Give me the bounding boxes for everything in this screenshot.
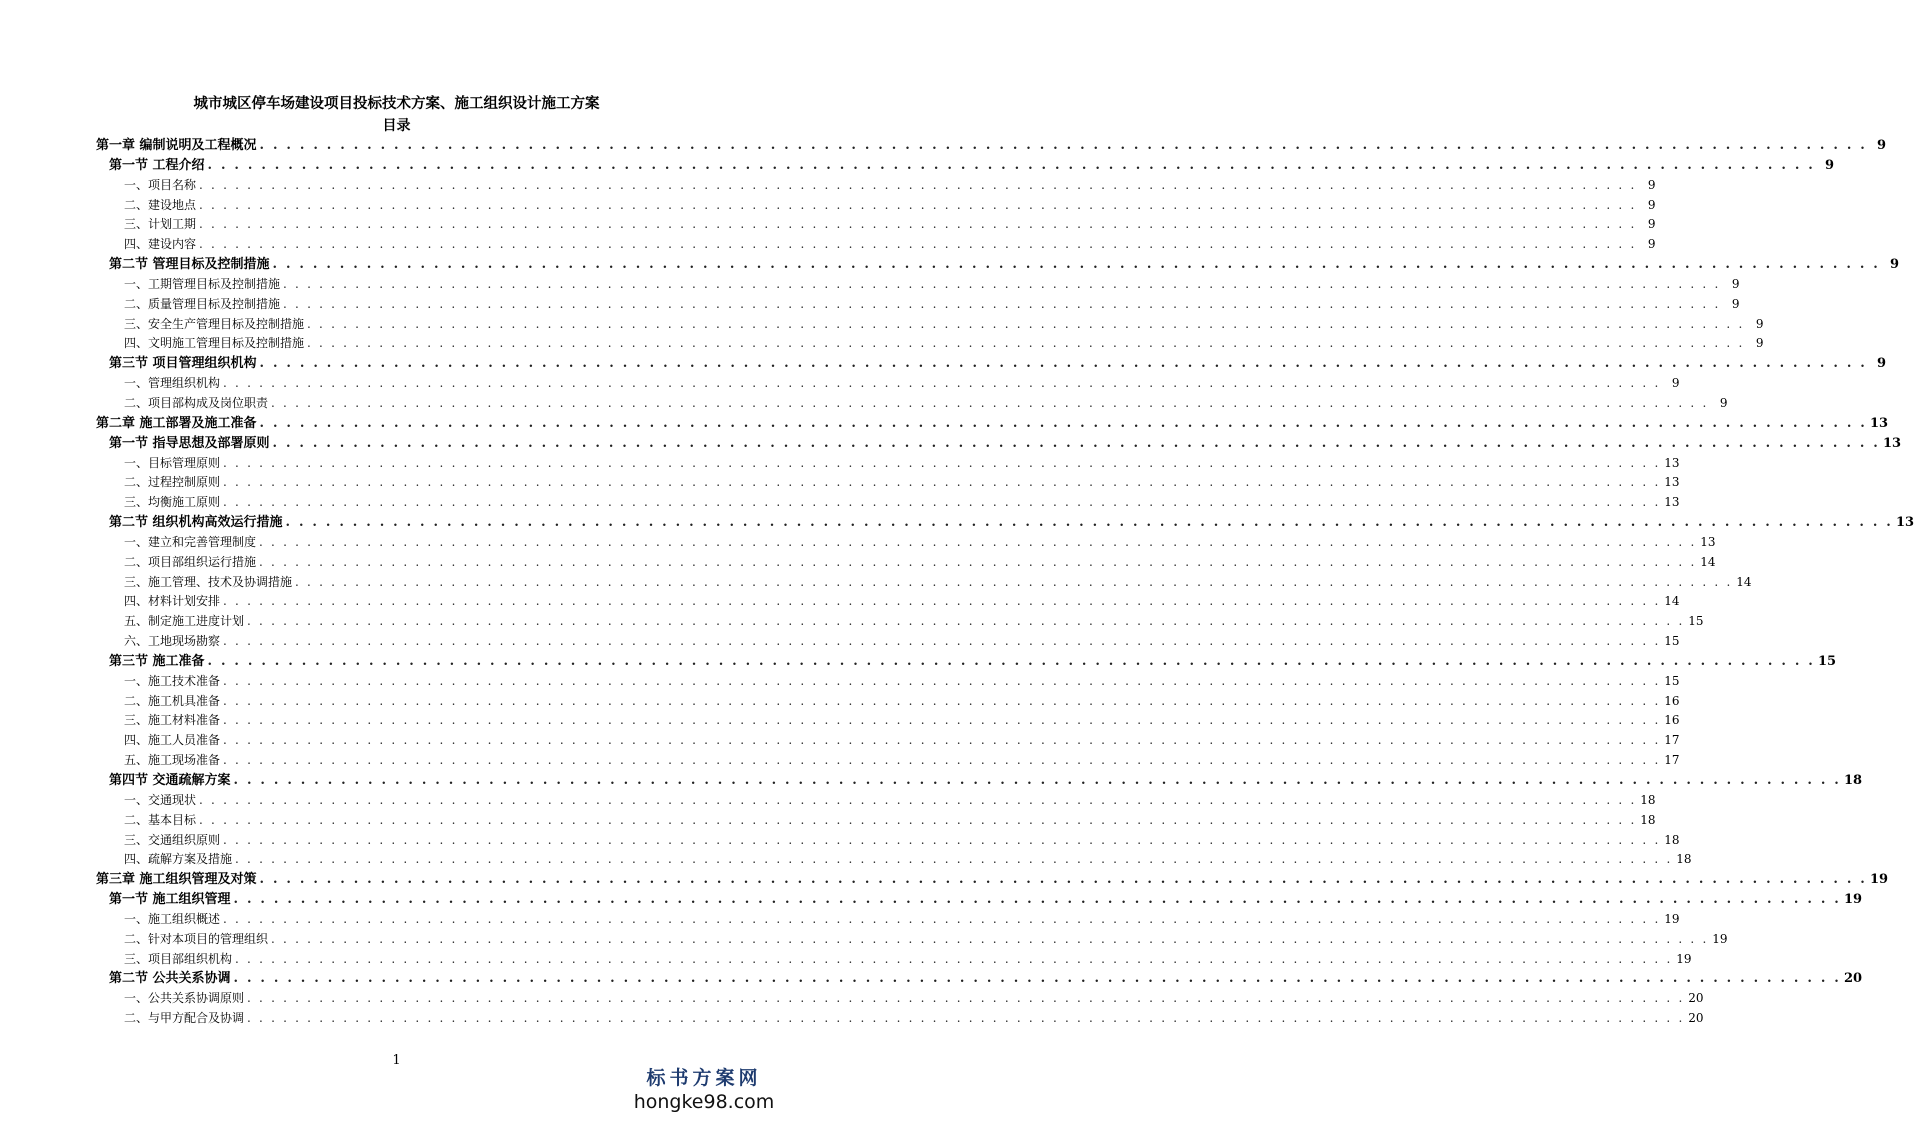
toc-entry-label: 二、基本目标 — [124, 812, 197, 827]
toc-entry-label: 一、项目名称 — [124, 177, 197, 192]
toc-entry-label: 五、施工现场准备 — [124, 753, 221, 768]
toc-entry-page: 18 — [1676, 852, 1692, 867]
toc-entry-page: 20 — [1844, 971, 1863, 987]
toc-item-entry[interactable] — [96, 473, 1680, 493]
toc-entry-label: 一、施工组织概述 — [124, 911, 221, 926]
page-number: 1 — [392, 1053, 401, 1068]
toc-entry-label: 三、交通组织原则 — [124, 832, 221, 847]
toc-dot-leader: . . . . . . . . . . . . . . . . . . . . . . . . . . . . . . . . . . . . . . . . . . . . . . . . . . . . . . . . . . . . . . . . . . . . . . . . . . . . . . . . . . . . . . . . . . . . . . . . . . . . . . . . . . . . . . . . . . . . . . . . — [223, 495, 1661, 510]
toc-entry-label: 四、文明施工管理目标及控制措施 — [124, 336, 305, 351]
toc-item-entry[interactable] — [96, 711, 1680, 731]
toc-dot-leader: . . . . . . . . . . . . . . . . . . . . . . . . . . . . . . . . . . . . . . . . . . . . . . . . . . . . . . . . . . . . . . . . . . . . . . . . . . . . . . . . . . . . . . . . . . . . . . . . . . . . . . . . . . . . . . . . . . . . . . . . — [223, 475, 1661, 490]
toc-entry-label: 三、项目部组织机构 — [124, 951, 233, 966]
toc-dot-leader: . . . . . . . . . . . . . . . . . . . . . . . . . . . . . . . . . . . . . . . . . . . . . . . . . . . . . . . . . . . . . . . . . . . . . . . . . . . . . . . . . . . . . . . . . . . . . . . . . . . . . . . . . . . . . . . . . . . . . . . . — [223, 753, 1661, 768]
toc-entry-label: 第一节 指导思想及部署原则 — [109, 435, 270, 451]
toc-dot-leader: . . . . . . . . . . . . . . . . . . . . . . . . . . . . . . . . . . . . . . . . . . . . . . . . . . . . . . . . . . . . . . . . . . . . . . . . . . . . . . . . . . . . . . . . . . . . . . . . . . . . . . . . . . . . . . . . . . . . . . . . — [235, 951, 1673, 966]
toc-entry-page: 9 — [1755, 316, 1764, 331]
toc-entry-page: 19 — [1676, 951, 1692, 966]
toc-entry-label: 二、针对本项目的管理组织 — [124, 931, 269, 946]
toc-item-entry[interactable] — [96, 950, 1692, 970]
toc-entry-label: 一、公共关系协调原则 — [124, 991, 245, 1006]
toc-item-entry[interactable] — [96, 910, 1680, 930]
toc-item-entry[interactable] — [96, 831, 1680, 851]
toc-entry-page: 9 — [1647, 237, 1656, 252]
toc-entry-page: 18 — [1844, 773, 1863, 788]
toc-dot-leader: . . . . . . . . . . . . . . . . . . . . . . . . . . . . . . . . . . . . . . . . . . . . . . . . . . . . . . . . . . . . . . . . . . . . . . . . . . . . . . . . . . . . . . . . . . . . . . . . . . . . . . . . . . . . . . . . . . . . . . . . — [285, 515, 1894, 531]
toc-entry-page: 14 — [1736, 574, 1752, 589]
toc-item-entry[interactable] — [96, 553, 1716, 573]
toc-dot-leader: . . . . . . . . . . . . . . . . . . . . . . . . . . . . . . . . . . . . . . . . . . . . . . . . . . . . . . . . . . . . . . . . . . . . . . . . . . . . . . . . . . . . . . . . . . . . . . . . . . . . . . . . . . . . . . . . . . . . . . . . — [199, 177, 1637, 192]
toc-section-entry[interactable] — [96, 771, 1863, 791]
toc-entry-label: 一、管理组织机构 — [124, 376, 221, 391]
toc-dot-leader: . . . . . . . . . . . . . . . . . . . . . . . . . . . . . . . . . . . . . . . . . . . . . . . . . . . . . . . . . . . . . . . . . . . . . . . . . . . . . . . . . . . . . . . . . . . . . . . . . . . . . . . . . . . . . . . . . . . . . . . . — [223, 673, 1661, 688]
toc-item-entry[interactable] — [96, 334, 1764, 354]
toc-dot-leader: . . . . . . . . . . . . . . . . . . . . . . . . . . . . . . . . . . . . . . . . . . . . . . . . . . . . . . . . . . . . . . . . . . . . . . . . . . . . . . . . . . . . . . . . . . . . . . . . . . . . . . . . . . . . . . . . . . . . . . . . — [223, 693, 1661, 708]
toc-item-entry[interactable] — [96, 295, 1740, 315]
toc-entry-label: 二、建设地点 — [124, 197, 197, 212]
toc-entry-page: 15 — [1688, 614, 1704, 629]
toc-entry-label: 四、疏解方案及措施 — [124, 852, 233, 867]
toc-entry-label: 三、安全生产管理目标及控制措施 — [124, 316, 305, 331]
toc-dot-leader: . . . . . . . . . . . . . . . . . . . . . . . . . . . . . . . . . . . . . . . . . . . . . . . . . . . . . . . . . . . . . . . . . . . . . . . . . . . . . . . . . . . . . . . . . . . . . . . . . . . . . . . . . . . . . . . . . . . . . . . . — [259, 138, 1868, 153]
toc-entry-label: 第四节 交通疏解方案 — [109, 773, 231, 788]
toc-entry-label: 二、项目部组织运行措施 — [124, 554, 257, 569]
toc-entry-page: 9 — [1824, 157, 1835, 173]
toc-item-entry[interactable] — [96, 791, 1656, 811]
toc-entry-page: 13 — [1896, 515, 1915, 531]
toc-entry-page: 9 — [1647, 177, 1656, 192]
toc-entry-page: 9 — [1876, 138, 1887, 153]
toc-entry-label: 三、均衡施工原则 — [124, 495, 221, 510]
toc-item-entry[interactable] — [96, 215, 1656, 235]
toc-entry-page: 15 — [1664, 634, 1680, 649]
toc-item-entry[interactable] — [96, 235, 1656, 255]
toc-entry-page: 16 — [1664, 713, 1680, 728]
toc-entry-page: 19 — [1664, 911, 1680, 926]
toc-dot-leader: . . . . . . . . . . . . . . . . . . . . . . . . . . . . . . . . . . . . . . . . . . . . . . . . . . . . . . . . . . . . . . . . . . . . . . . . . . . . . . . . . . . . . . . . . . . . . . . . . . . . . . . . . . . . . . . . . . . . . . . . — [283, 296, 1721, 311]
toc-item-entry[interactable] — [96, 930, 1728, 950]
toc-dot-leader: . . . . . . . . . . . . . . . . . . . . . . . . . . . . . . . . . . . . . . . . . . . . . . . . . . . . . . . . . . . . . . . . . . . . . . . . . . . . . . . . . . . . . . . . . . . . . . . . . . . . . . . . . . . . . . . . . . . . . . . . — [223, 713, 1661, 728]
toc-item-entry[interactable] — [96, 176, 1656, 196]
toc-dot-leader: . . . . . . . . . . . . . . . . . . . . . . . . . . . . . . . . . . . . . . . . . . . . . . . . . . . . . . . . . . . . . . . . . . . . . . . . . . . . . . . . . . . . . . . . . . . . . . . . . . . . . . . . . . . . . . . . . . . . . . . . — [233, 892, 1842, 908]
toc-dot-leader: . . . . . . . . . . . . . . . . . . . . . . . . . . . . . . . . . . . . . . . . . . . . . . . . . . . . . . . . . . . . . . . . . . . . . . . . . . . . . . . . . . . . . . . . . . . . . . . . . . . . . . . . . . . . . . . . . . . . . . . . — [199, 217, 1637, 232]
toc-entry-page: 9 — [1671, 376, 1680, 391]
toc-entry-label: 二、施工机具准备 — [124, 693, 221, 708]
toc-section-entry[interactable] — [96, 354, 1887, 374]
toc-entry-page: 9 — [1889, 257, 1900, 273]
toc-item-entry[interactable] — [96, 811, 1656, 831]
toc-entry-page: 9 — [1731, 276, 1740, 291]
toc-entry-page: 16 — [1664, 693, 1680, 708]
toc-dot-leader: . . . . . . . . . . . . . . . . . . . . . . . . . . . . . . . . . . . . . . . . . . . . . . . . . . . . . . . . . . . . . . . . . . . . . . . . . . . . . . . . . . . . . . . . . . . . . . . . . . . . . . . . . . . . . . . . . . . . . . . . — [247, 991, 1685, 1006]
toc-entry-label: 第一节 工程介绍 — [109, 157, 205, 173]
toc-entry-page: 9 — [1731, 296, 1740, 311]
toc-entry-page: 15 — [1818, 653, 1837, 669]
toc-dot-leader: . . . . . . . . . . . . . . . . . . . . . . . . . . . . . . . . . . . . . . . . . . . . . . . . . . . . . . . . . . . . . . . . . . . . . . . . . . . . . . . . . . . . . . . . . . . . . . . . . . . . . . . . . . . . . . . . . . . . . . . . — [259, 534, 1697, 549]
toc-section-entry[interactable] — [96, 156, 1835, 176]
toc-entry-page: 14 — [1700, 554, 1716, 569]
watermark-domain-text: hongke98.com — [633, 1091, 775, 1113]
toc-dot-leader: . . . . . . . . . . . . . . . . . . . . . . . . . . . . . . . . . . . . . . . . . . . . . . . . . . . . . . . . . . . . . . . . . . . . . . . . . . . . . . . . . . . . . . . . . . . . . . . . . . . . . . . . . . . . . . . . . . . . . . . . — [307, 316, 1745, 331]
toc-dot-leader: . . . . . . . . . . . . . . . . . . . . . . . . . . . . . . . . . . . . . . . . . . . . . . . . . . . . . . . . . . . . . . . . . . . . . . . . . . . . . . . . . . . . . . . . . . . . . . . . . . . . . . . . . . . . . . . . . . . . . . . . — [223, 634, 1661, 649]
toc-entry-page: 13 — [1870, 415, 1889, 431]
toc-dot-leader: . . . . . . . . . . . . . . . . . . . . . . . . . . . . . . . . . . . . . . . . . . . . . . . . . . . . . . . . . . . . . . . . . . . . . . . . . . . . . . . . . . . . . . . . . . . . . . . . . . . . . . . . . . . . . . . . . . . . . . . . — [199, 197, 1637, 212]
toc-entry-label: 第一节 施工组织管理 — [109, 892, 231, 908]
toc-dot-leader: . . . . . . . . . . . . . . . . . . . . . . . . . . . . . . . . . . . . . . . . . . . . . . . . . . . . . . . . . . . . . . . . . . . . . . . . . . . . . . . . . . . . . . . . . . . . . . . . . . . . . . . . . . . . . . . . . . . . . . . . — [259, 356, 1868, 372]
toc-dot-leader: . . . . . . . . . . . . . . . . . . . . . . . . . . . . . . . . . . . . . . . . . . . . . . . . . . . . . . . . . . . . . . . . . . . . . . . . . . . . . . . . . . . . . . . . . . . . . . . . . . . . . . . . . . . . . . . . . . . . . . . . — [223, 733, 1661, 748]
toc-entry-page: 9 — [1647, 217, 1656, 232]
toc-dot-leader: . . . . . . . . . . . . . . . . . . . . . . . . . . . . . . . . . . . . . . . . . . . . . . . . . . . . . . . . . . . . . . . . . . . . . . . . . . . . . . . . . . . . . . . . . . . . . . . . . . . . . . . . . . . . . . . . . . . . . . . . — [223, 376, 1661, 391]
toc-entry-label: 一、工期管理目标及控制措施 — [124, 276, 281, 291]
toc-entry-label: 四、材料计划安排 — [124, 594, 221, 609]
watermark-logo — [629, 1066, 779, 1114]
toc-entry-label: 一、建立和完善管理制度 — [124, 534, 257, 549]
table-of-contents — [96, 136, 1915, 1029]
toc-entry-label: 三、计划工期 — [124, 217, 197, 232]
toc-item-entry[interactable] — [96, 374, 1680, 394]
toc-entry-label: 四、建设内容 — [124, 237, 197, 252]
toc-entry-label: 第二节 公共关系协调 — [109, 971, 231, 987]
toc-dot-leader: . . . . . . . . . . . . . . . . . . . . . . . . . . . . . . . . . . . . . . . . . . . . . . . . . . . . . . . . . . . . . . . . . . . . . . . . . . . . . . . . . . . . . . . . . . . . . . . . . . . . . . . . . . . . . . . . . . . . . . . . — [223, 832, 1661, 847]
toc-dot-leader: . . . . . . . . . . . . . . . . . . . . . . . . . . . . . . . . . . . . . . . . . . . . . . . . . . . . . . . . . . . . . . . . . . . . . . . . . . . . . . . . . . . . . . . . . . . . . . . . . . . . . . . . . . . . . . . . . . . . . . . . — [233, 773, 1842, 788]
toc-chapter-entry[interactable] — [96, 414, 1889, 434]
toc-entry-page: 17 — [1664, 733, 1680, 748]
toc-section-entry[interactable] — [96, 513, 1915, 533]
toc-dot-leader: . . . . . . . . . . . . . . . . . . . . . . . . . . . . . . . . . . . . . . . . . . . . . . . . . . . . . . . . . . . . . . . . . . . . . . . . . . . . . . . . . . . . . . . . . . . . . . . . . . . . . . . . . . . . . . . . . . . . . . . . — [223, 594, 1661, 609]
toc-heading: 目录 — [382, 118, 411, 134]
toc-dot-leader: . . . . . . . . . . . . . . . . . . . . . . . . . . . . . . . . . . . . . . . . . . . . . . . . . . . . . . . . . . . . . . . . . . . . . . . . . . . . . . . . . . . . . . . . . . . . . . . . . . . . . . . . . . . . . . . . . . . . . . . . — [259, 415, 1868, 431]
toc-dot-leader: . . . . . . . . . . . . . . . . . . . . . . . . . . . . . . . . . . . . . . . . . . . . . . . . . . . . . . . . . . . . . . . . . . . . . . . . . . . . . . . . . . . . . . . . . . . . . . . . . . . . . . . . . . . . . . . . . . . . . . . . — [295, 574, 1733, 589]
toc-dot-leader: . . . . . . . . . . . . . . . . . . . . . . . . . . . . . . . . . . . . . . . . . . . . . . . . . . . . . . . . . . . . . . . . . . . . . . . . . . . . . . . . . . . . . . . . . . . . . . . . . . . . . . . . . . . . . . . . . . . . . . . . — [271, 931, 1709, 946]
toc-entry-label: 第二节 管理目标及控制措施 — [109, 257, 270, 273]
toc-entry-page: 13 — [1700, 534, 1716, 549]
toc-section-entry[interactable] — [96, 434, 1902, 454]
toc-entry-page: 19 — [1844, 892, 1863, 908]
toc-item-entry[interactable] — [96, 315, 1764, 335]
toc-entry-label: 第一章 编制说明及工程概况 — [96, 138, 257, 153]
toc-entry-label: 四、施工人员准备 — [124, 733, 221, 748]
toc-dot-leader: . . . . . . . . . . . . . . . . . . . . . . . . . . . . . . . . . . . . . . . . . . . . . . . . . . . . . . . . . . . . . . . . . . . . . . . . . . . . . . . . . . . . . . . . . . . . . . . . . . . . . . . . . . . . . . . . . . . . . . . . — [259, 872, 1868, 888]
toc-dot-leader: . . . . . . . . . . . . . . . . . . . . . . . . . . . . . . . . . . . . . . . . . . . . . . . . . . . . . . . . . . . . . . . . . . . . . . . . . . . . . . . . . . . . . . . . . . . . . . . . . . . . . . . . . . . . . . . . . . . . . . . . — [233, 971, 1842, 987]
toc-entry-page: 9 — [1647, 197, 1656, 212]
toc-dot-leader: . . . . . . . . . . . . . . . . . . . . . . . . . . . . . . . . . . . . . . . . . . . . . . . . . . . . . . . . . . . . . . . . . . . . . . . . . . . . . . . . . . . . . . . . . . . . . . . . . . . . . . . . . . . . . . . . . . . . . . . . — [207, 157, 1816, 173]
toc-entry-label: 第三章 施工组织管理及对策 — [96, 872, 257, 888]
toc-item-entry[interactable] — [96, 275, 1740, 295]
toc-entry-label: 第三节 施工准备 — [109, 653, 205, 669]
toc-entry-label: 二、过程控制原则 — [124, 475, 221, 490]
toc-dot-leader: . . . . . . . . . . . . . . . . . . . . . . . . . . . . . . . . . . . . . . . . . . . . . . . . . . . . . . . . . . . . . . . . . . . . . . . . . . . . . . . . . . . . . . . . . . . . . . . . . . . . . . . . . . . . . . . . . . . . . . . . — [307, 336, 1745, 351]
toc-item-entry[interactable] — [96, 989, 1704, 1009]
toc-dot-leader: . . . . . . . . . . . . . . . . . . . . . . . . . . . . . . . . . . . . . . . . . . . . . . . . . . . . . . . . . . . . . . . . . . . . . . . . . . . . . . . . . . . . . . . . . . . . . . . . . . . . . . . . . . . . . . . . . . . . . . . . — [283, 276, 1721, 291]
toc-dot-leader: . . . . . . . . . . . . . . . . . . . . . . . . . . . . . . . . . . . . . . . . . . . . . . . . . . . . . . . . . . . . . . . . . . . . . . . . . . . . . . . . . . . . . . . . . . . . . . . . . . . . . . . . . . . . . . . . . . . . . . . . — [247, 1011, 1685, 1026]
toc-entry-page: 18 — [1664, 832, 1680, 847]
toc-item-entry[interactable] — [96, 751, 1680, 771]
toc-dot-leader: . . . . . . . . . . . . . . . . . . . . . . . . . . . . . . . . . . . . . . . . . . . . . . . . . . . . . . . . . . . . . . . . . . . . . . . . . . . . . . . . . . . . . . . . . . . . . . . . . . . . . . . . . . . . . . . . . . . . . . . . — [271, 395, 1709, 410]
toc-entry-label: 一、交通现状 — [124, 792, 197, 807]
toc-dot-leader: . . . . . . . . . . . . . . . . . . . . . . . . . . . . . . . . . . . . . . . . . . . . . . . . . . . . . . . . . . . . . . . . . . . . . . . . . . . . . . . . . . . . . . . . . . . . . . . . . . . . . . . . . . . . . . . . . . . . . . . . — [207, 653, 1816, 669]
watermark-brand-text: 标书方案网 — [646, 1067, 762, 1089]
toc-entry-label: 六、工地现场勘察 — [124, 634, 221, 649]
toc-entry-label: 三、施工材料准备 — [124, 713, 221, 728]
toc-entry-page: 13 — [1664, 455, 1680, 470]
toc-item-entry[interactable] — [96, 454, 1680, 474]
toc-dot-leader: . . . . . . . . . . . . . . . . . . . . . . . . . . . . . . . . . . . . . . . . . . . . . . . . . . . . . . . . . . . . . . . . . . . . . . . . . . . . . . . . . . . . . . . . . . . . . . . . . . . . . . . . . . . . . . . . . . . . . . . . — [223, 911, 1661, 926]
toc-item-entry[interactable] — [96, 612, 1704, 632]
toc-item-entry[interactable] — [96, 672, 1680, 692]
toc-chapter-entry[interactable] — [96, 870, 1889, 890]
toc-item-entry[interactable] — [96, 493, 1680, 513]
document-title: 城市城区停车场建设项目投标技术方案、施工组织设计施工方案 — [193, 95, 600, 112]
toc-item-entry[interactable] — [96, 731, 1680, 751]
toc-entry-label: 二、项目部构成及岗位职责 — [124, 395, 269, 410]
toc-entry-page: 20 — [1688, 991, 1704, 1006]
toc-dot-leader: . . . . . . . . . . . . . . . . . . . . . . . . . . . . . . . . . . . . . . . . . . . . . . . . . . . . . . . . . . . . . . . . . . . . . . . . . . . . . . . . . . . . . . . . . . . . . . . . . . . . . . . . . . . . . . . . . . . . . . . . — [235, 852, 1673, 867]
toc-entry-label: 一、目标管理原则 — [124, 455, 221, 470]
toc-dot-leader: . . . . . . . . . . . . . . . . . . . . . . . . . . . . . . . . . . . . . . . . . . . . . . . . . . . . . . . . . . . . . . . . . . . . . . . . . . . . . . . . . . . . . . . . . . . . . . . . . . . . . . . . . . . . . . . . . . . . . . . . — [272, 257, 1881, 273]
toc-section-entry[interactable] — [96, 890, 1863, 910]
toc-entry-label: 第二节 组织机构高效运行措施 — [109, 515, 283, 531]
toc-chapter-entry[interactable] — [96, 136, 1887, 156]
toc-item-entry[interactable] — [96, 1009, 1704, 1029]
toc-entry-label: 二、与甲方配合及协调 — [124, 1011, 245, 1026]
toc-entry-page: 18 — [1640, 792, 1656, 807]
toc-section-entry[interactable] — [96, 255, 1900, 275]
toc-entry-page: 9 — [1755, 336, 1764, 351]
toc-dot-leader: . . . . . . . . . . . . . . . . . . . . . . . . . . . . . . . . . . . . . . . . . . . . . . . . . . . . . . . . . . . . . . . . . . . . . . . . . . . . . . . . . . . . . . . . . . . . . . . . . . . . . . . . . . . . . . . . . . . . . . . . — [259, 554, 1697, 569]
toc-item-entry[interactable] — [96, 573, 1752, 593]
toc-section-entry[interactable] — [96, 969, 1863, 989]
toc-entry-label: 第三节 项目管理组织机构 — [109, 356, 257, 372]
toc-entry-page: 9 — [1876, 356, 1887, 372]
toc-item-entry[interactable] — [96, 850, 1692, 870]
toc-dot-leader: . . . . . . . . . . . . . . . . . . . . . . . . . . . . . . . . . . . . . . . . . . . . . . . . . . . . . . . . . . . . . . . . . . . . . . . . . . . . . . . . . . . . . . . . . . . . . . . . . . . . . . . . . . . . . . . . . . . . . . . . — [247, 614, 1685, 629]
toc-entry-page: 9 — [1719, 395, 1728, 410]
toc-dot-leader: . . . . . . . . . . . . . . . . . . . . . . . . . . . . . . . . . . . . . . . . . . . . . . . . . . . . . . . . . . . . . . . . . . . . . . . . . . . . . . . . . . . . . . . . . . . . . . . . . . . . . . . . . . . . . . . . . . . . . . . . — [199, 792, 1637, 807]
toc-item-entry[interactable] — [96, 196, 1656, 216]
toc-item-entry[interactable] — [96, 692, 1680, 712]
toc-entry-page: 15 — [1664, 673, 1680, 688]
toc-entry-page: 19 — [1712, 931, 1728, 946]
toc-dot-leader: . . . . . . . . . . . . . . . . . . . . . . . . . . . . . . . . . . . . . . . . . . . . . . . . . . . . . . . . . . . . . . . . . . . . . . . . . . . . . . . . . . . . . . . . . . . . . . . . . . . . . . . . . . . . . . . . . . . . . . . . — [199, 237, 1637, 252]
toc-entry-page: 14 — [1664, 594, 1680, 609]
toc-entry-page: 19 — [1870, 872, 1889, 888]
toc-item-entry[interactable] — [96, 632, 1680, 652]
toc-entry-label: 五、制定施工进度计划 — [124, 614, 245, 629]
toc-entry-label: 二、质量管理目标及控制措施 — [124, 296, 281, 311]
toc-entry-label: 第二章 施工部署及施工准备 — [96, 415, 257, 431]
toc-dot-leader: . . . . . . . . . . . . . . . . . . . . . . . . . . . . . . . . . . . . . . . . . . . . . . . . . . . . . . . . . . . . . . . . . . . . . . . . . . . . . . . . . . . . . . . . . . . . . . . . . . . . . . . . . . . . . . . . . . . . . . . . — [272, 435, 1881, 451]
toc-dot-leader: . . . . . . . . . . . . . . . . . . . . . . . . . . . . . . . . . . . . . . . . . . . . . . . . . . . . . . . . . . . . . . . . . . . . . . . . . . . . . . . . . . . . . . . . . . . . . . . . . . . . . . . . . . . . . . . . . . . . . . . . — [199, 812, 1637, 827]
toc-item-entry[interactable] — [96, 394, 1728, 414]
toc-entry-page: 17 — [1664, 753, 1680, 768]
toc-entry-page: 13 — [1664, 495, 1680, 510]
toc-entry-page: 13 — [1883, 435, 1902, 451]
toc-entry-label: 一、施工技术准备 — [124, 673, 221, 688]
toc-entry-page: 13 — [1664, 475, 1680, 490]
toc-entry-label: 三、施工管理、技术及协调措施 — [124, 574, 293, 589]
toc-item-entry[interactable] — [96, 592, 1680, 612]
toc-section-entry[interactable] — [96, 652, 1837, 672]
toc-entry-page: 20 — [1688, 1011, 1704, 1026]
toc-item-entry[interactable] — [96, 533, 1716, 553]
toc-dot-leader: . . . . . . . . . . . . . . . . . . . . . . . . . . . . . . . . . . . . . . . . . . . . . . . . . . . . . . . . . . . . . . . . . . . . . . . . . . . . . . . . . . . . . . . . . . . . . . . . . . . . . . . . . . . . . . . . . . . . . . . . — [223, 455, 1661, 470]
toc-entry-page: 18 — [1640, 812, 1656, 827]
